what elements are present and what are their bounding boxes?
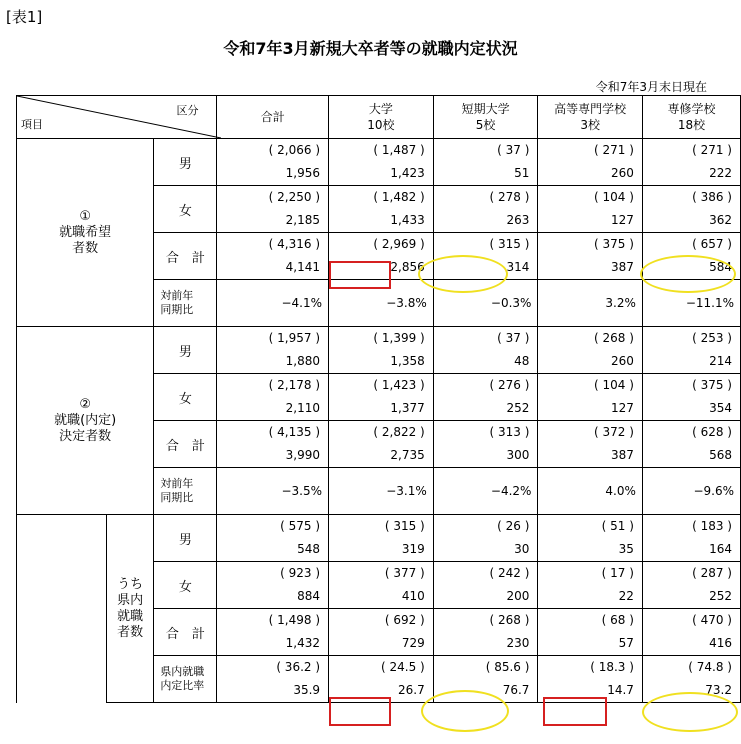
current-value: 362 — [709, 213, 732, 227]
prev-year-value: ( 51 ) — [601, 519, 634, 533]
prev-year-value: ( 315 ) — [384, 519, 425, 533]
col-header-technical-college — [538, 96, 642, 139]
table-cell — [217, 280, 329, 327]
page-title: 令和7年3月新規大卒者等の就職内定状況 — [223, 39, 518, 58]
corner-item: 項目 — [21, 118, 43, 131]
table-cell — [642, 374, 740, 421]
table-cell — [538, 421, 642, 468]
yoy-value: −3.1% — [386, 484, 427, 498]
prev-year-value: ( 2,822 ) — [373, 425, 425, 439]
row-label-female: 女 — [154, 186, 217, 233]
col-name: 合計 — [260, 110, 285, 124]
current-value: 319 — [401, 542, 425, 556]
as-of-date: 令和7年3月末日現在 — [595, 80, 707, 94]
row-label-male: 男 — [154, 515, 217, 562]
prev-year-value: ( 18.3 ) — [590, 660, 634, 674]
table-cell — [433, 562, 538, 609]
col-header-total — [217, 96, 329, 139]
current-value: 26.7 — [398, 683, 425, 697]
row-label-female: 女 — [154, 374, 217, 421]
current-value: 2,110 — [285, 401, 321, 415]
table-cell — [538, 280, 642, 327]
prev-year-value: ( 2,178 ) — [268, 378, 321, 392]
table-cell — [538, 327, 642, 374]
prev-year-value: ( 2,066 ) — [268, 143, 321, 157]
current-value: 252 — [506, 401, 530, 415]
table-row — [17, 515, 741, 562]
employment-table — [16, 95, 741, 703]
current-value: 1,377 — [390, 401, 425, 415]
table-cell — [642, 139, 740, 186]
col-name: 専修学校 — [667, 102, 716, 116]
table-cell — [538, 656, 642, 703]
col-name: 高等専門学校 — [554, 102, 627, 116]
table-cell — [538, 139, 642, 186]
current-value: 22 — [618, 589, 634, 603]
table-cell — [329, 327, 434, 374]
table-cell — [642, 468, 740, 515]
table-cell — [538, 562, 642, 609]
current-value: 1,880 — [285, 354, 321, 368]
table-cell — [538, 609, 642, 656]
highlight-box — [543, 697, 607, 726]
prev-year-value: ( 1,399 ) — [373, 331, 425, 345]
current-value: 3,990 — [285, 448, 321, 462]
current-value: 35.9 — [293, 683, 321, 697]
table-cell — [433, 609, 538, 656]
row-label-male: 男 — [154, 327, 217, 374]
table-cell — [642, 515, 740, 562]
prev-year-value: ( 4,135 ) — [268, 425, 321, 439]
yoy-value: 3.2% — [605, 296, 636, 310]
prev-year-value: ( 183 ) — [692, 519, 732, 533]
prev-year-value: ( 268 ) — [489, 613, 530, 627]
table-cell — [329, 656, 434, 703]
prev-year-value: ( 104 ) — [594, 378, 634, 392]
col-count: 3校 — [580, 118, 600, 132]
prev-year-value: ( 1,957 ) — [268, 331, 321, 345]
current-value: 354 — [709, 401, 732, 415]
table-cell — [433, 515, 538, 562]
row-label-yoy: 対前年 同期比 — [154, 468, 217, 515]
prev-year-value: ( 37 ) — [497, 143, 530, 157]
table-cell — [329, 515, 434, 562]
table-cell — [329, 468, 434, 515]
prev-year-value: ( 2,969 ) — [373, 237, 425, 251]
current-value: 260 — [611, 354, 634, 368]
current-value: 548 — [297, 542, 321, 556]
yoy-value: −9.6% — [693, 484, 734, 498]
current-value: 200 — [506, 589, 530, 603]
current-value: 729 — [401, 636, 425, 650]
prev-year-value: ( 271 ) — [594, 143, 634, 157]
table-cell — [433, 186, 538, 233]
current-value: 252 — [709, 589, 732, 603]
current-value: 230 — [506, 636, 530, 650]
yoy-value: −4.2% — [490, 484, 532, 498]
current-value: 35 — [618, 542, 634, 556]
table-cell — [642, 186, 740, 233]
row-label-male: 男 — [154, 139, 217, 186]
highlight-box — [329, 697, 391, 726]
highlight-ellipse — [421, 690, 509, 732]
table-cell — [217, 609, 329, 656]
table-cell — [433, 327, 538, 374]
current-value: 51 — [514, 166, 530, 180]
prev-year-value: ( 1,498 ) — [268, 613, 321, 627]
highlight-ellipse — [640, 255, 736, 293]
current-value: 568 — [709, 448, 732, 462]
col-count: 5校 — [475, 118, 496, 132]
table-cell — [433, 421, 538, 468]
prev-year-value: ( 628 ) — [692, 425, 732, 439]
current-value: 410 — [401, 589, 425, 603]
table-cell — [329, 139, 434, 186]
table-cell — [217, 562, 329, 609]
col-count: 18校 — [677, 118, 706, 132]
prev-year-value: ( 315 ) — [489, 237, 530, 251]
current-value: 48 — [514, 354, 530, 368]
prev-year-value: ( 36.2 ) — [276, 660, 321, 674]
corner-cell — [17, 96, 217, 139]
section-label: ① 就職希望 者数 — [59, 208, 112, 256]
row-label-total: 合 計 — [154, 421, 217, 468]
prev-year-value: ( 375 ) — [594, 237, 634, 251]
table-cell — [329, 562, 434, 609]
current-value: 387 — [611, 260, 634, 274]
current-value: 300 — [506, 448, 530, 462]
prev-year-value: ( 268 ) — [594, 331, 634, 345]
table-row — [17, 327, 741, 374]
current-value: 164 — [709, 542, 732, 556]
table-cell — [329, 609, 434, 656]
current-value: 1,956 — [285, 166, 321, 180]
table-cell — [217, 515, 329, 562]
current-value: 314 — [506, 260, 530, 274]
row-label-total: 合 計 — [154, 233, 217, 280]
current-value: 260 — [611, 166, 634, 180]
prev-year-value: ( 575 ) — [280, 519, 321, 533]
current-value: 30 — [514, 542, 530, 556]
prev-year-value: ( 276 ) — [489, 378, 530, 392]
col-header-vocational — [642, 96, 740, 139]
current-value: 387 — [611, 448, 634, 462]
prev-year-value: ( 24.5 ) — [381, 660, 425, 674]
table-cell — [538, 468, 642, 515]
prev-year-value: ( 377 ) — [384, 566, 425, 580]
table-cell — [217, 327, 329, 374]
prev-year-value: ( 287 ) — [692, 566, 732, 580]
current-value: 127 — [611, 213, 634, 227]
current-value: 4,141 — [285, 260, 321, 274]
prev-year-value: ( 923 ) — [280, 566, 321, 580]
prev-year-value: ( 74.8 ) — [688, 660, 732, 674]
prev-year-value: ( 271 ) — [692, 143, 732, 157]
section-decided — [17, 327, 154, 515]
row-label-ratio: 県内就職 内定比率 — [154, 656, 217, 703]
table-cell — [217, 656, 329, 703]
table-cell — [642, 327, 740, 374]
current-value: 584 — [709, 260, 732, 274]
table-cell — [217, 374, 329, 421]
prev-year-value: ( 2,250 ) — [268, 190, 321, 204]
corner-kubun: 区分 — [176, 104, 199, 117]
row-label-yoy: 対前年 同期比 — [154, 280, 217, 327]
table-cell — [642, 609, 740, 656]
table-cell — [217, 139, 329, 186]
prev-year-value: ( 253 ) — [692, 331, 732, 345]
current-value: 263 — [506, 213, 530, 227]
col-header-junior-college — [433, 96, 538, 139]
prev-year-value: ( 37 ) — [497, 331, 530, 345]
prev-year-value: ( 68 ) — [601, 613, 634, 627]
table-cell — [329, 374, 434, 421]
current-value: 1,432 — [285, 636, 321, 650]
current-value: 76.7 — [502, 683, 530, 697]
highlight-box — [329, 261, 391, 289]
highlight-ellipse — [642, 692, 738, 732]
prev-year-value: ( 375 ) — [692, 378, 732, 392]
section-applicants — [17, 139, 154, 327]
yoy-value: −3.5% — [281, 484, 323, 498]
table-cell — [538, 233, 642, 280]
col-count: 10校 — [367, 118, 395, 132]
yoy-value: −11.1% — [685, 296, 734, 310]
prev-year-value: ( 17 ) — [601, 566, 634, 580]
col-header-university — [329, 96, 434, 139]
prev-year-value: ( 692 ) — [384, 613, 425, 627]
highlight-ellipse — [418, 255, 508, 293]
current-value: 222 — [709, 166, 732, 180]
prev-year-value: ( 1,423 ) — [373, 378, 425, 392]
current-value: 127 — [611, 401, 634, 415]
table-cell — [642, 421, 740, 468]
section-in-prefecture — [107, 515, 154, 703]
prev-year-value: ( 1,482 ) — [373, 190, 425, 204]
table-cell — [329, 186, 434, 233]
table-cell — [217, 468, 329, 515]
current-value: 2,856 — [390, 260, 425, 274]
current-value: 2,735 — [390, 448, 425, 462]
col-name: 大学 — [368, 102, 393, 116]
current-value: 214 — [709, 354, 732, 368]
table-cell — [217, 186, 329, 233]
current-value: 1,433 — [390, 213, 425, 227]
current-value: 416 — [709, 636, 732, 650]
section-label: ② 就職(内定) 決定者数 — [54, 396, 117, 444]
yoy-value: 4.0% — [605, 484, 636, 498]
table-cell — [642, 562, 740, 609]
prev-year-value: ( 386 ) — [692, 190, 732, 204]
current-value: 1,358 — [390, 354, 425, 368]
prev-year-value: ( 470 ) — [692, 613, 732, 627]
current-value: 57 — [618, 636, 634, 650]
table-cell — [538, 515, 642, 562]
table-cell — [217, 421, 329, 468]
yoy-value: −4.1% — [281, 296, 323, 310]
table-cell — [538, 186, 642, 233]
row-label-total: 合 計 — [154, 609, 217, 656]
col-name: 短期大学 — [461, 102, 510, 116]
prev-year-value: ( 372 ) — [594, 425, 634, 439]
table-tag: [表1] — [6, 8, 43, 26]
current-value: 73.2 — [705, 683, 732, 697]
table-cell — [217, 233, 329, 280]
section-label: うち 県内 就職 者数 — [117, 576, 144, 640]
prev-year-value: ( 278 ) — [489, 190, 530, 204]
prev-year-value: ( 242 ) — [489, 566, 530, 580]
table-cell — [329, 421, 434, 468]
current-value: 884 — [297, 589, 321, 603]
indent-spacer — [17, 515, 107, 703]
yoy-value: −3.8% — [386, 296, 427, 310]
prev-year-value: ( 104 ) — [594, 190, 634, 204]
table-cell — [538, 374, 642, 421]
table-cell — [433, 139, 538, 186]
table-cell — [433, 468, 538, 515]
current-value: 14.7 — [607, 683, 634, 697]
prev-year-value: ( 4,316 ) — [268, 237, 321, 251]
table-cell — [433, 374, 538, 421]
prev-year-value: ( 657 ) — [692, 237, 732, 251]
current-value: 2,185 — [285, 213, 321, 227]
prev-year-value: ( 85.6 ) — [485, 660, 530, 674]
prev-year-value: ( 313 ) — [489, 425, 530, 439]
table-row — [17, 139, 741, 186]
row-label-female: 女 — [154, 562, 217, 609]
current-value: 1,423 — [390, 166, 425, 180]
prev-year-value: ( 1,487 ) — [373, 143, 425, 157]
prev-year-value: ( 26 ) — [497, 519, 530, 533]
yoy-value: −0.3% — [490, 296, 532, 310]
